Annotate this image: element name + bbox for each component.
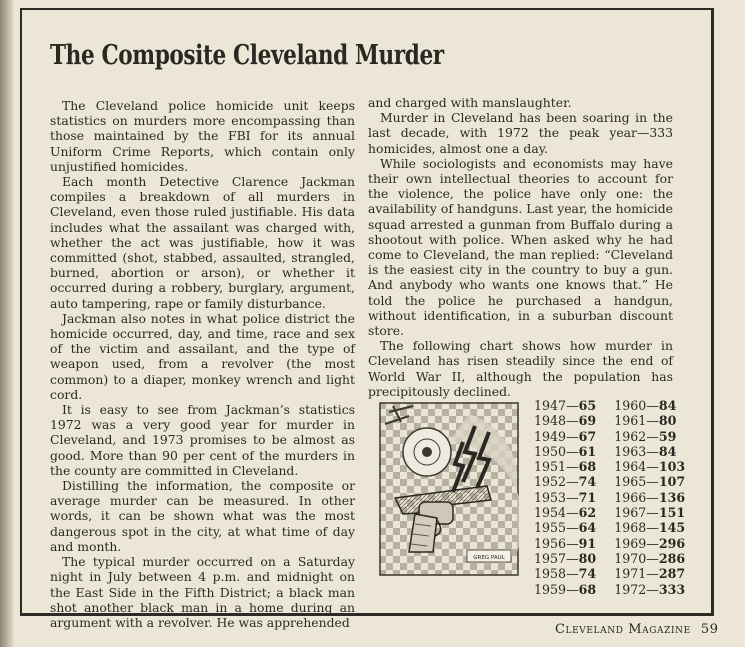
right-paragraph-4: The following chart shows how murder in Cleveland has risen steadily since the end of World War II, although the population has precipitously declined. bbox=[368, 338, 673, 399]
stat-row bbox=[614, 429, 685, 444]
stat-row bbox=[534, 398, 596, 413]
stat-count: 62 bbox=[578, 505, 597, 521]
stat-row bbox=[534, 566, 596, 581]
stat-year: 1969 bbox=[614, 535, 647, 551]
stat-count: 67 bbox=[578, 428, 597, 444]
stat-row bbox=[534, 444, 596, 459]
stat-row bbox=[534, 582, 596, 597]
revolver-illustration bbox=[379, 402, 519, 576]
stat-year: 1962 bbox=[614, 428, 647, 444]
stat-count: 74 bbox=[578, 474, 597, 490]
stat-count: 103 bbox=[658, 459, 686, 475]
stat-dash: — bbox=[646, 520, 659, 536]
stat-dash: — bbox=[566, 535, 579, 551]
article-title: The Composite Cleveland Murder bbox=[50, 40, 444, 71]
stat-count: 84 bbox=[658, 443, 677, 459]
stat-row bbox=[534, 490, 596, 505]
stat-year: 1960 bbox=[614, 398, 647, 413]
left-paragraph-4: It is easy to see from Jackman’s statistics 1972 was a very good year for murder in Cleveland, and 1973 promises to be almost as good. More than 90 per cent of the murders in the county are committed in Cleveland. bbox=[50, 402, 355, 478]
stat-row bbox=[534, 536, 596, 551]
magazine-name: Cleveland Magazine bbox=[555, 622, 691, 637]
stat-dash: — bbox=[646, 550, 659, 566]
stat-year: 1947 bbox=[534, 398, 567, 413]
stat-dash: — bbox=[646, 566, 659, 582]
murder-statistics-table bbox=[534, 398, 685, 597]
stat-year: 1964 bbox=[614, 459, 647, 475]
stat-row bbox=[614, 459, 685, 474]
stat-year: 1968 bbox=[614, 520, 647, 536]
stat-year: 1954 bbox=[534, 505, 567, 521]
stat-row bbox=[614, 520, 685, 535]
stat-row bbox=[614, 474, 685, 489]
stat-dash: — bbox=[646, 428, 659, 444]
left-paragraph-3: Jackman also notes in what police district the homicide occurred, day, and time, race and sex of the victim and assailant, and the type of weapon used, from a revolver (the most common) to a diaper, monkey wrench and light cord. bbox=[50, 310, 355, 402]
stat-dash: — bbox=[566, 474, 579, 490]
stat-year: 1966 bbox=[614, 489, 647, 505]
stat-year: 1953 bbox=[534, 489, 567, 505]
page-footer bbox=[555, 622, 719, 637]
stat-year: 1971 bbox=[614, 566, 647, 582]
stat-count: 145 bbox=[658, 520, 686, 536]
stat-row bbox=[534, 429, 596, 444]
stat-year: 1951 bbox=[534, 459, 567, 475]
stat-year: 1957 bbox=[534, 550, 567, 566]
stat-year: 1965 bbox=[614, 474, 647, 490]
stat-year: 1948 bbox=[534, 413, 567, 429]
stat-count: 84 bbox=[658, 398, 677, 413]
stat-year: 1952 bbox=[534, 474, 567, 490]
left-column bbox=[50, 98, 355, 630]
stat-count: 107 bbox=[658, 474, 686, 490]
stat-year: 1970 bbox=[614, 550, 647, 566]
stat-dash: — bbox=[566, 443, 579, 459]
stat-row bbox=[614, 398, 685, 413]
page-binding-edge bbox=[0, 0, 14, 647]
stat-dash: — bbox=[646, 535, 659, 551]
stat-row bbox=[614, 551, 685, 566]
right-column bbox=[368, 95, 673, 399]
stat-row bbox=[614, 536, 685, 551]
stat-year: 1950 bbox=[534, 443, 567, 459]
stat-year: 1963 bbox=[614, 443, 647, 459]
stat-count: 151 bbox=[658, 505, 686, 521]
stat-dash: — bbox=[566, 459, 579, 475]
page-number: 59 bbox=[700, 622, 719, 637]
statistics-column-1947-1959 bbox=[534, 398, 596, 597]
stat-year: 1959 bbox=[534, 581, 567, 597]
stat-row bbox=[614, 444, 685, 459]
stat-count: 68 bbox=[578, 459, 597, 475]
stat-year: 1967 bbox=[614, 505, 647, 521]
stat-count: 65 bbox=[578, 398, 597, 413]
stat-dash: — bbox=[566, 550, 579, 566]
stat-row bbox=[614, 413, 685, 428]
stat-count: 59 bbox=[658, 428, 677, 444]
stat-dash: — bbox=[566, 428, 579, 444]
right-paragraph-1: and charged with manslaughter. bbox=[368, 95, 572, 110]
stat-row bbox=[534, 551, 596, 566]
stat-count: 296 bbox=[658, 535, 686, 551]
left-paragraph-2: Each month Detective Clarence Jackman compiles a breakdown of all murders in Cleveland, even those ruled justifiable. His data includes what the assailant was charged with, whether the act was justifiable, how it was committed (shot, stabbed, assaulted, strangled, burned, abortion or arson), or whether it occurred during a robbery, burglary, argument, auto tampering, rape or family disturbance. bbox=[50, 174, 355, 311]
stat-dash: — bbox=[566, 581, 579, 597]
stat-year: 1958 bbox=[534, 566, 567, 582]
stat-row bbox=[614, 582, 685, 597]
stat-year: 1972 bbox=[614, 581, 647, 597]
stat-row bbox=[614, 490, 685, 505]
stat-dash: — bbox=[646, 398, 659, 413]
stat-count: 80 bbox=[578, 550, 597, 566]
stat-row bbox=[534, 505, 596, 520]
stat-year: 1949 bbox=[534, 428, 567, 444]
stat-dash: — bbox=[566, 413, 579, 429]
stat-year: 1955 bbox=[534, 520, 567, 536]
stat-count: 333 bbox=[658, 581, 686, 597]
stat-count: 71 bbox=[578, 489, 597, 505]
stat-dash: — bbox=[646, 581, 659, 597]
stat-count: 91 bbox=[578, 535, 597, 551]
stat-count: 80 bbox=[658, 413, 677, 429]
stat-count: 74 bbox=[578, 566, 597, 582]
stat-row bbox=[614, 505, 685, 520]
stat-count: 136 bbox=[658, 489, 686, 505]
stat-row bbox=[534, 459, 596, 474]
stat-dash: — bbox=[566, 398, 579, 413]
stat-dash: — bbox=[646, 489, 659, 505]
illustrator-signature: GREG PAUL bbox=[473, 555, 505, 561]
stat-dash: — bbox=[566, 489, 579, 505]
stat-dash: — bbox=[646, 459, 659, 475]
stat-count: 68 bbox=[578, 581, 597, 597]
stat-row bbox=[614, 566, 685, 581]
stat-year: 1961 bbox=[614, 413, 647, 429]
left-paragraph-5: Distilling the information, the composite or average murder can be measured. In other words, it can be shown what was the most dangerous spot in the city, at what time of day and month. bbox=[50, 478, 355, 554]
stat-dash: — bbox=[646, 413, 659, 429]
stat-row bbox=[534, 474, 596, 489]
stat-dash: — bbox=[646, 505, 659, 521]
stat-dash: — bbox=[646, 443, 659, 459]
stat-dash: — bbox=[566, 520, 579, 536]
right-paragraph-3: While sociologists and economists may have their own intellectual theories to account for the violence, the police have only one: the availability of handguns. Last year, the homicide squad arrested a gunman from Buffalo during a shootout with police. When asked why he had come to Cleveland, the man replied: “Cleveland is the easiest city in the country to buy a gun. And anybody who wants one knows that.” He told the police he purchased a handgun, without identification, in a suburban discount store. bbox=[368, 155, 673, 339]
stat-count: 64 bbox=[578, 520, 597, 536]
stat-row bbox=[534, 413, 596, 428]
stat-count: 61 bbox=[578, 443, 597, 459]
stat-dash: — bbox=[646, 474, 659, 490]
statistics-column-1960-1972 bbox=[614, 398, 685, 597]
stat-row bbox=[534, 520, 596, 535]
stat-count: 286 bbox=[658, 550, 686, 566]
stat-year: 1956 bbox=[534, 535, 567, 551]
left-paragraph-1: The Cleveland police homicide unit keeps statistics on murders more encompassing than those maintained by the FBI for its annual Uniform Crime Reports, which contain only unjustified homicides. bbox=[50, 98, 355, 174]
stat-count: 287 bbox=[658, 566, 686, 582]
left-paragraph-6: The typical murder occurred on a Saturday night in July between 4 p.m. and midnight on the East Side in the Fifth District; a black man shot another black man in a home during an argument with a revolver. He was apprehended bbox=[50, 554, 355, 630]
revolver-artwork bbox=[379, 402, 519, 576]
stat-dash: — bbox=[566, 566, 579, 582]
stat-count: 69 bbox=[578, 413, 597, 429]
stat-dash: — bbox=[566, 505, 579, 521]
right-paragraph-2: Murder in Cleveland has been soaring in the last decade, with 1972 the peak year—333 homicides, almost one a day. bbox=[368, 110, 673, 156]
